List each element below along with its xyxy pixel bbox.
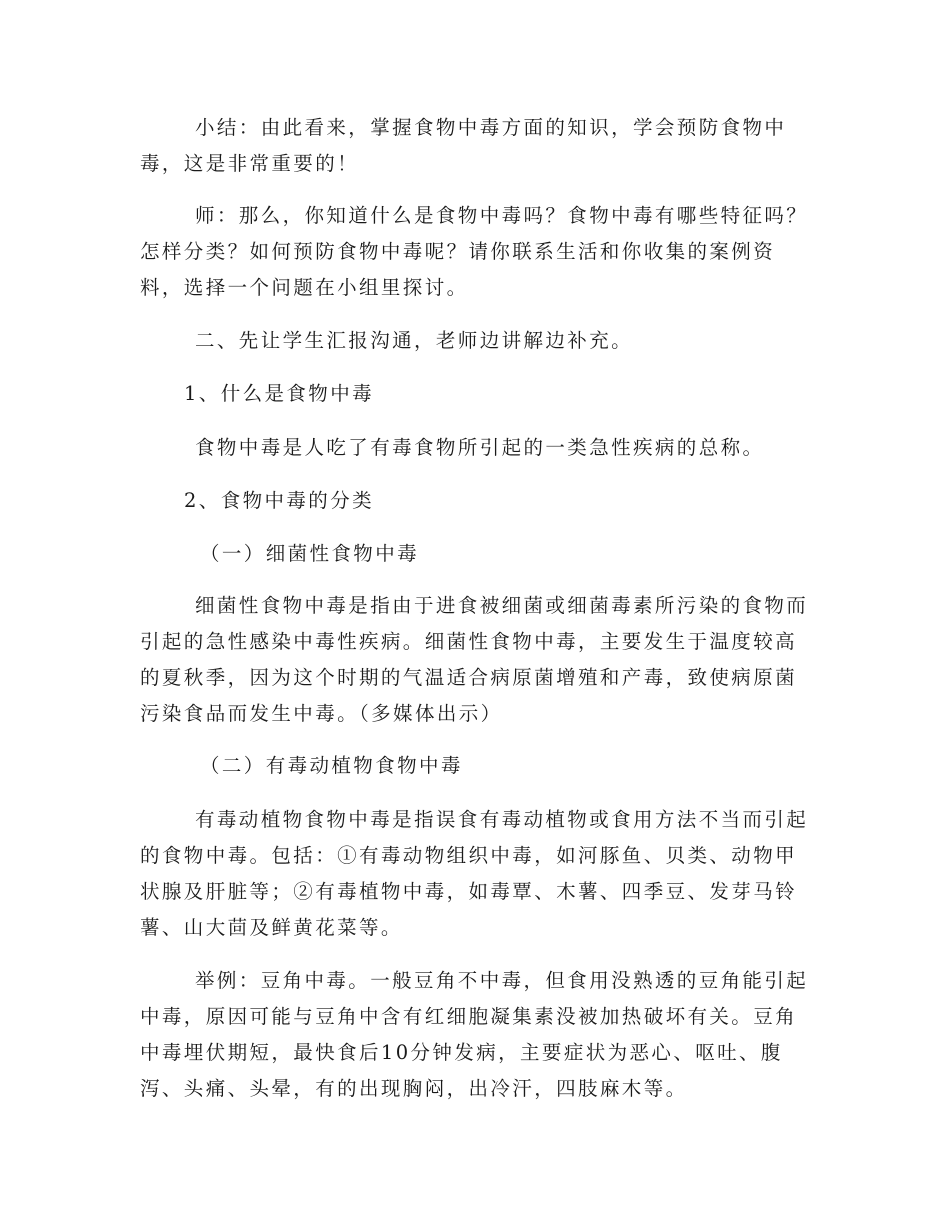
bacterial-paragraph: 细菌性食物中毒是指由于进食被细菌或细菌毒素所污染的食物而引起的急性感染中毒性疾病。细菌性食物中毒，主要发生于温度较高的夏秋季，因为这个时期的气温适合病原菌增殖和产毒，致使病原菌污染食品而发生中毒。（多媒体出示） xyxy=(140,594,809,725)
section-heading-2: 二、先让学生汇报沟通，老师边讲解边补充。 xyxy=(195,329,634,352)
subheading-bacterial: （一）细菌性食物中毒 xyxy=(200,542,420,565)
subheading-toxic-plants-animals: （二）有毒动植物食物中毒 xyxy=(200,754,463,777)
item-heading-2: 2、食物中毒的分类 xyxy=(184,489,375,512)
teacher-question-paragraph: 师：那么，你知道什么是食物中毒吗？食物中毒有哪些特征吗？怎样分类？如何预防食物中毒呢？请你联系生活和你收集的案例资料，选择一个问题在小组里探讨。 xyxy=(140,204,809,299)
example-paragraph: 举例：豆角中毒。一般豆角不中毒，但食用没熟透的豆角能引起中毒，原因可能与豆角中含有红细胞凝集素没被加热破坏有关。豆角中毒埋伏期短，最快食后10分钟发病，主要症状为恶心、呕吐、腹泻、头痛、头晕，有的出现胸闷，出冷汗，四肢麻木等。 xyxy=(140,969,809,1100)
definition-paragraph: 食物中毒是人吃了有毒食物所引起的一类急性疾病的总称。 xyxy=(195,436,765,459)
toxic-plants-animals-paragraph: 有毒动植物食物中毒是指误食有毒动植物或食用方法不当而引起的食物中毒。包括：①有毒动物组织中毒，如河豚鱼、贝类、动物甲状腺及肝脏等；②有毒植物中毒，如毒覃、木薯、四季豆、发芽马铃薯、山大茴及鲜黄花菜等。 xyxy=(140,808,809,939)
item-heading-1: 1、什么是食物中毒 xyxy=(184,382,375,405)
summary-paragraph: 小结：由此看来，掌握食物中毒方面的知识，学会预防食物中毒，这是非常重要的！ xyxy=(140,116,787,175)
